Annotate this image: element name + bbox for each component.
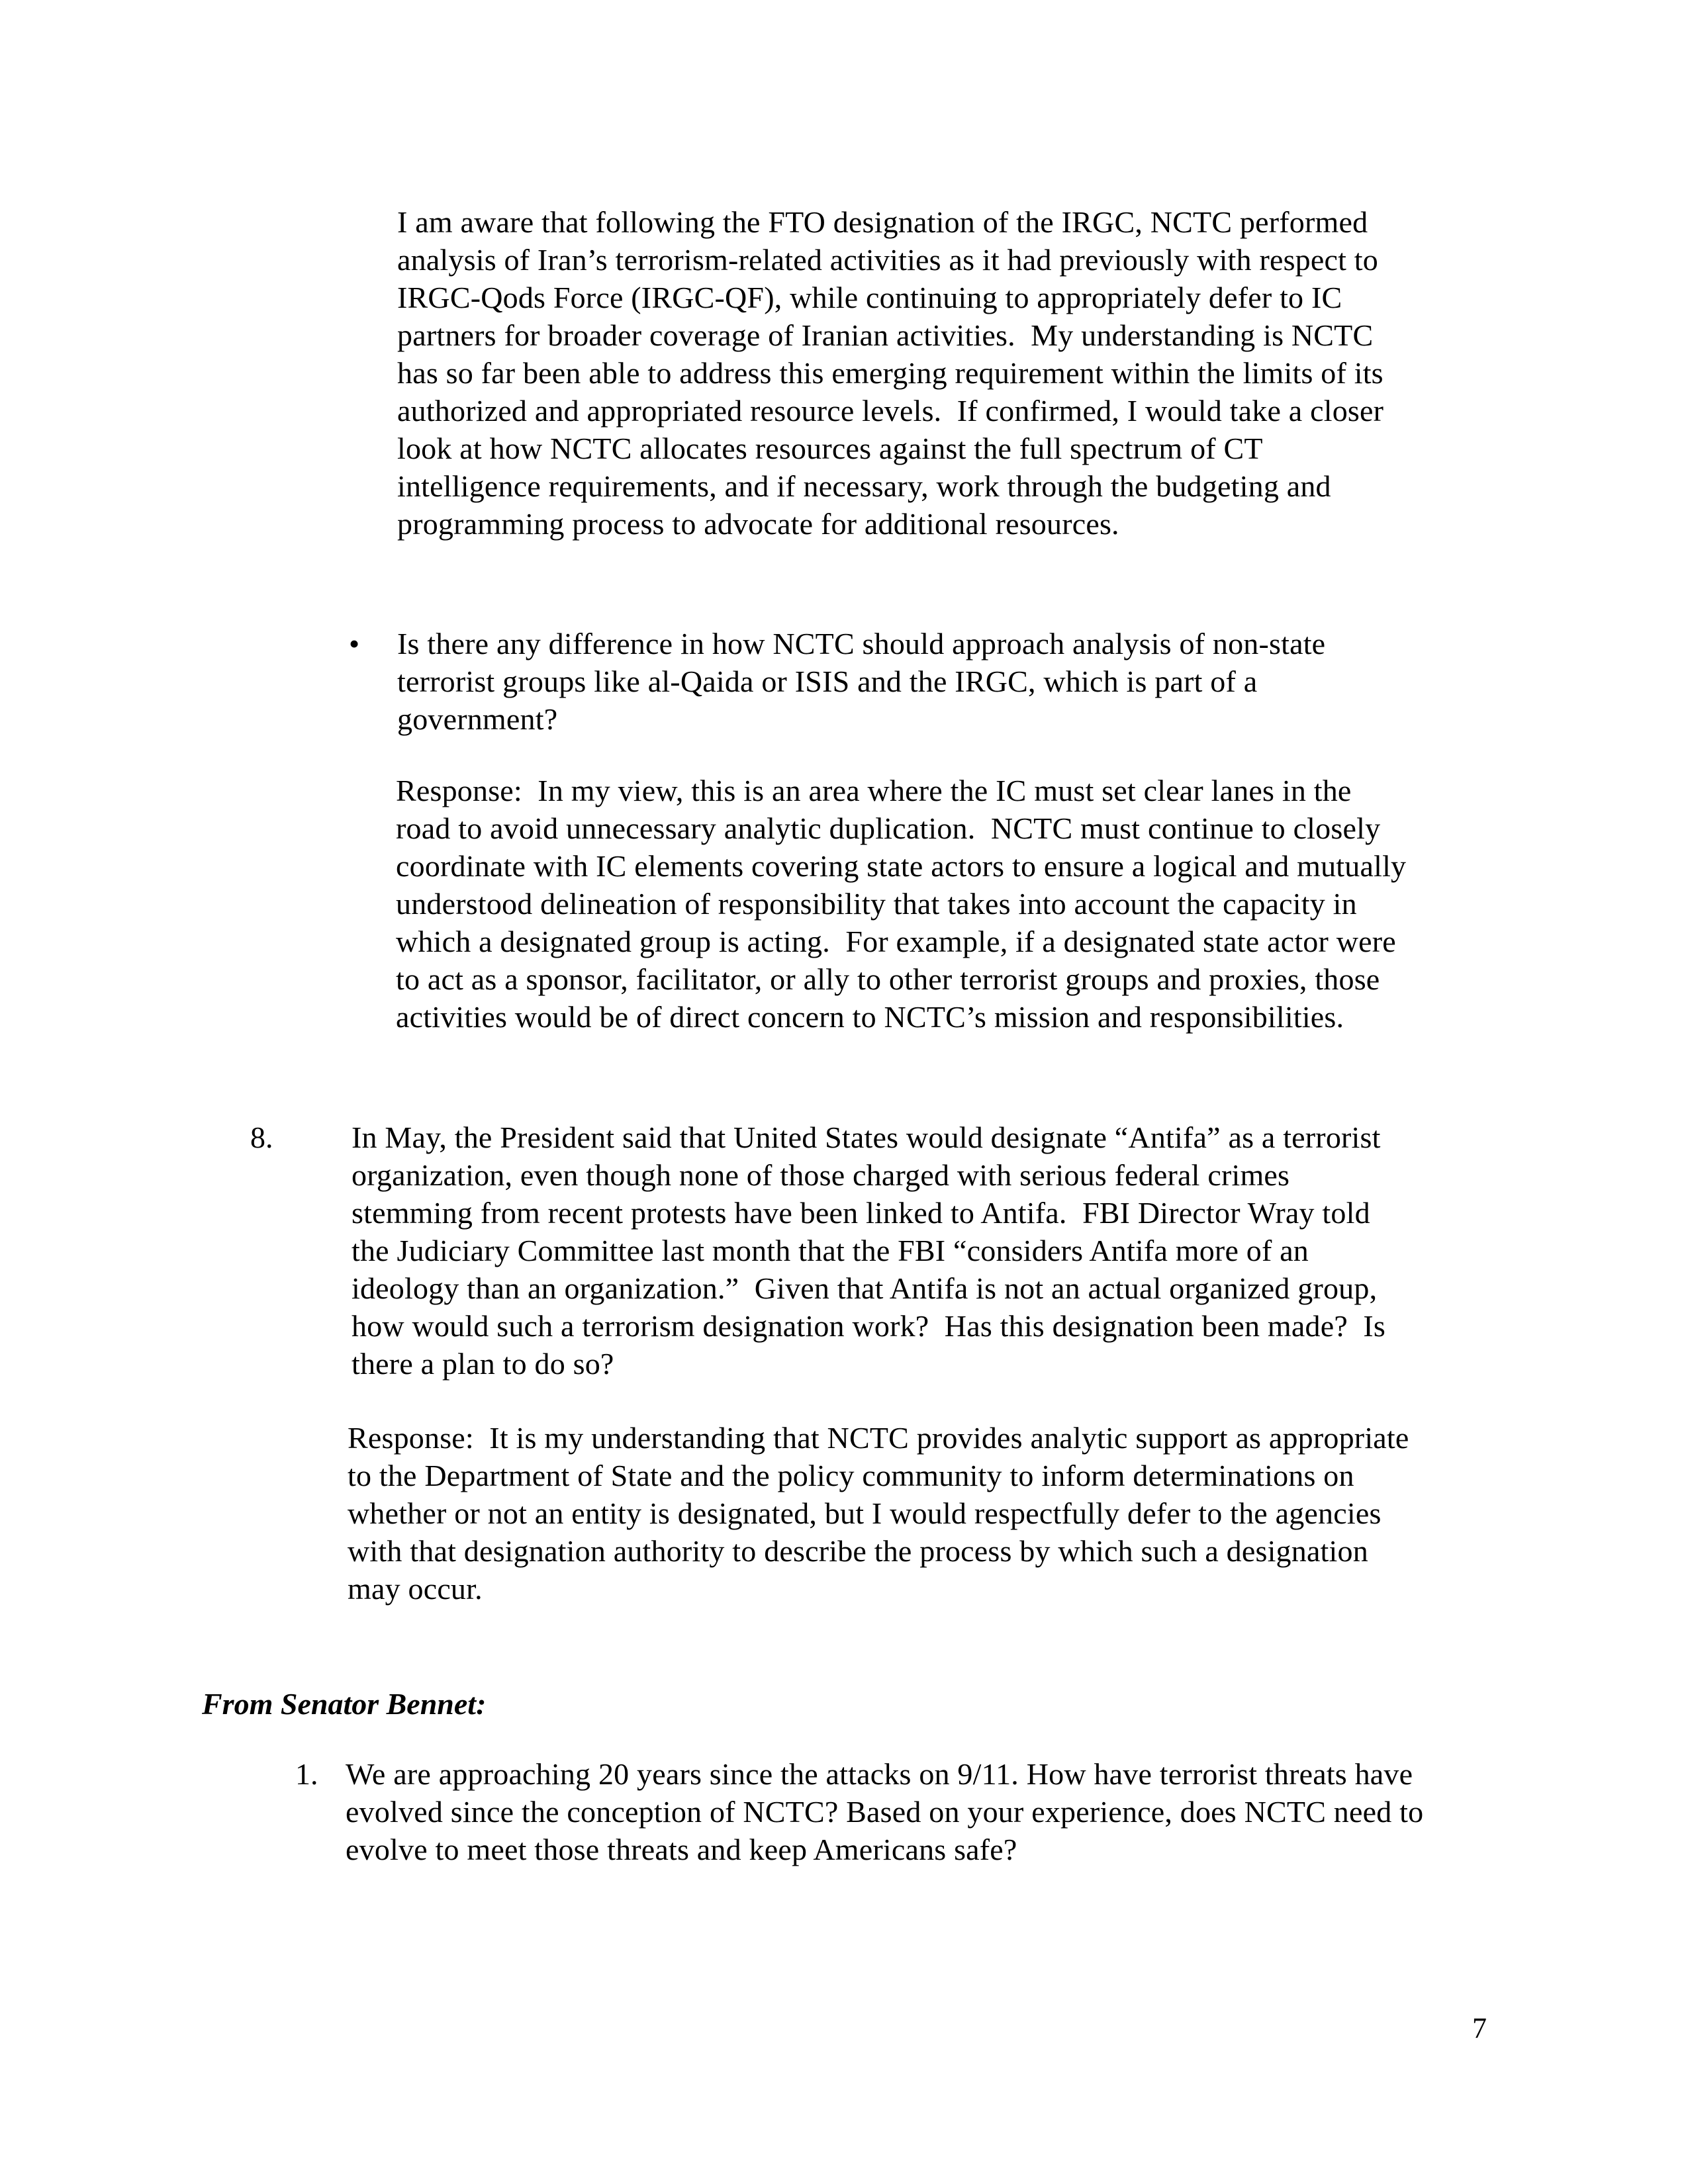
question-8-text — [352, 1118, 1385, 1383]
text-line: intelligence requirements, and if necessary, work through the budgeting and — [397, 469, 1331, 503]
text-line: ideology than an organization.” Given that Antifa is not an actual organized group, — [352, 1271, 1378, 1305]
page-number: 7 — [1472, 2012, 1487, 2044]
bullet-icon: • — [349, 627, 360, 660]
text-line: there a plan to do so? — [352, 1347, 614, 1381]
text-line: terrorist groups like al-Qaida or ISIS and the IRGC, which is part of a — [397, 664, 1258, 698]
text-line: has so far been able to address this emerging requirement within the limits of its — [397, 356, 1383, 390]
text-line: whether or not an entity is designated, but I would respectfully defer to the agencies — [348, 1496, 1382, 1530]
text-line: may occur. — [348, 1572, 483, 1606]
response-8-paragraph — [348, 1419, 1409, 1608]
question-8-number: 8. — [250, 1120, 273, 1154]
text-line: look at how NCTC allocates resources against the full spectrum of CT — [397, 432, 1263, 465]
text-line: the Judiciary Committee last month that the FBI “considers Antifa more of an — [352, 1234, 1309, 1267]
question-1-text — [346, 1755, 1423, 1868]
bullet-question — [397, 625, 1325, 738]
text-line: understood delineation of responsibility that takes into account the capacity in — [396, 887, 1357, 921]
text-line: which a designated group is acting. For example, if a designated state actor were — [396, 925, 1396, 958]
text-line: stemming from recent protests have been linked to Antifa. FBI Director Wray told — [352, 1196, 1370, 1230]
text-line: to the Department of State and the policy community to inform determinations on — [348, 1459, 1354, 1492]
text-line: authorized and appropriated resource levels. If confirmed, I would take a closer — [397, 394, 1384, 428]
text-line: partners for broader coverage of Iranian activities. My understanding is NCTC — [397, 318, 1374, 352]
text-line: IRGC-Qods Force (IRGC-QF), while continuing to appropriately defer to IC — [397, 281, 1342, 314]
bullet-response-paragraph — [396, 772, 1406, 1036]
text-line: road to avoid unnecessary analytic duplication. NCTC must continue to closely — [396, 811, 1381, 845]
text-line: with that designation authority to describe the process by which such a designation — [348, 1534, 1368, 1568]
question-1-number: 1. — [295, 1757, 318, 1791]
text-line: Response: It is my understanding that NCTC provides analytic support as appropriate — [348, 1421, 1409, 1455]
text-line: coordinate with IC elements covering state actors to ensure a logical and mutually — [396, 849, 1407, 883]
text-line: programming process to advocate for additional resources. — [397, 507, 1119, 541]
text-line: In May, the President said that United States would designate “Antifa” as a terrorist — [352, 1120, 1381, 1154]
response-continuation-paragraph — [397, 203, 1383, 543]
text-line: activities would be of direct concern to NCTC’s mission and responsibilities. — [396, 1000, 1344, 1034]
text-line: analysis of Iran’s terrorism-related activities as it had previously with respect to — [397, 243, 1378, 277]
text-line: government? — [397, 702, 558, 736]
section-heading-text: From Senator Bennet: — [202, 1687, 487, 1721]
text-line: Is there any difference in how NCTC should approach analysis of non-state — [397, 627, 1326, 660]
text-line: evolve to meet those threats and keep Americans safe? — [346, 1833, 1017, 1866]
text-line: Response: In my view, this is an area where the IC must set clear lanes in the — [396, 774, 1352, 807]
text-line: organization, even though none of those charged with serious federal crimes — [352, 1158, 1290, 1192]
text-line: how would such a terrorism designation work? Has this designation been made? Is — [352, 1309, 1385, 1343]
text-line: I am aware that following the FTO designation of the IRGC, NCTC performed — [397, 205, 1368, 239]
text-line: to act as a sponsor, facilitator, or ally to other terrorist groups and proxies, those — [396, 962, 1380, 996]
section-heading-bennet — [202, 1685, 486, 1723]
text-line: We are approaching 20 years since the attacks on 9/11. How have terrorist threats have — [346, 1757, 1413, 1791]
text-line: evolved since the conception of NCTC? Based on your experience, does NCTC need to — [346, 1795, 1424, 1829]
